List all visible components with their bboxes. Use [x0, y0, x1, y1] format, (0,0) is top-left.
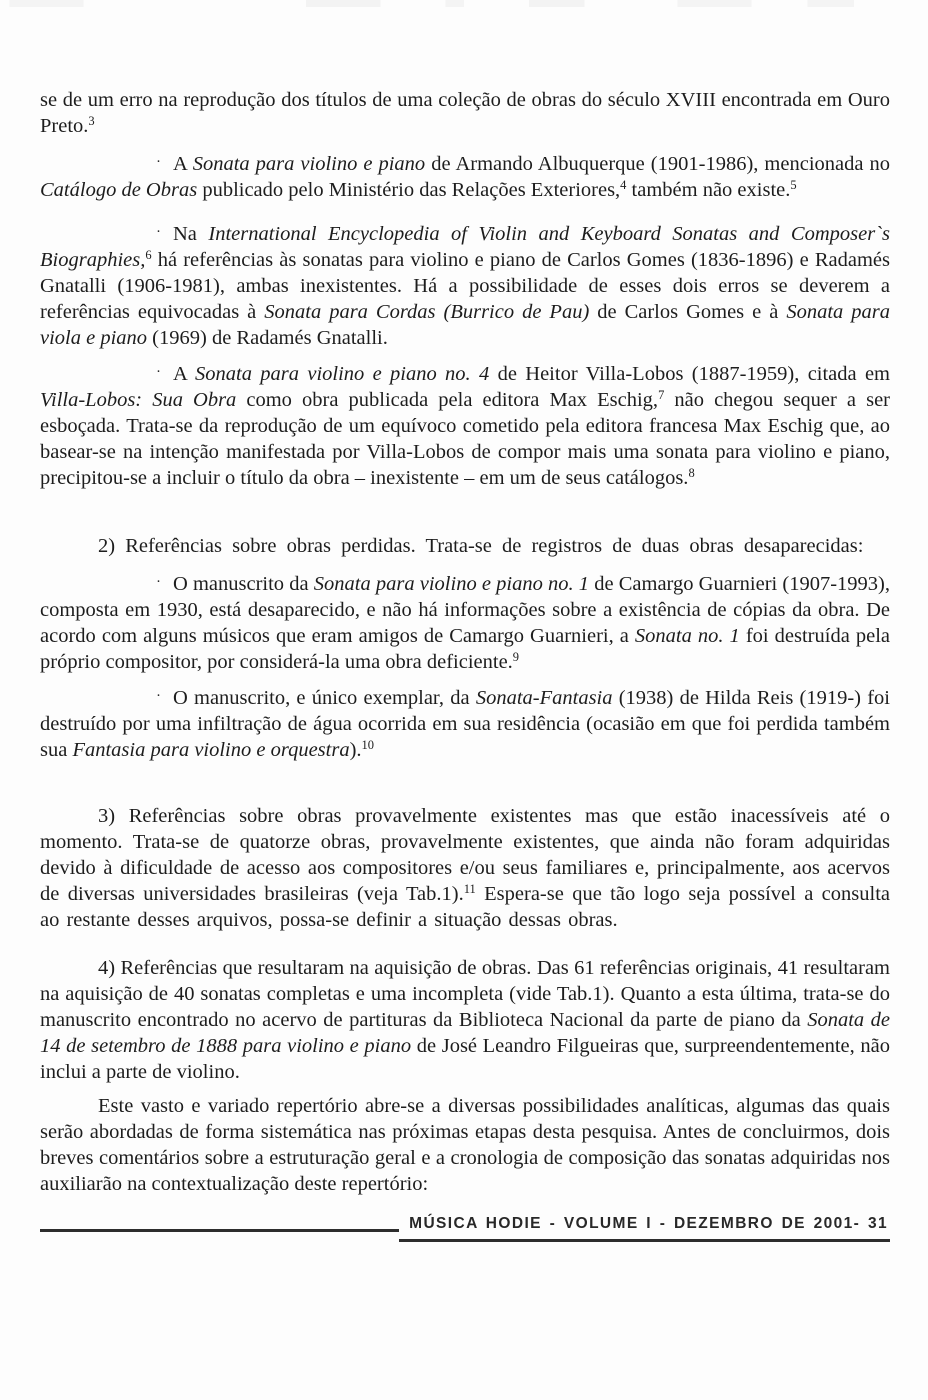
- text-run: O manuscrito da: [173, 573, 314, 595]
- text-run: Este vasto e variado repertório abre-se a diversas possibilidades analíticas, algumas das quais serão abordadas de forma sistemática nas próximas etapas desta pesquisa. Antes de concluirmos, dois breves comentários sobre a estruturação geral e a cronologia de composição das sonatas adquiridas nos auxiliarão na contextualização deste repertório:: [40, 1095, 890, 1195]
- work-title: Catálogo de Obras: [40, 179, 198, 201]
- text-run: de Carlos Gomes e à: [589, 301, 787, 323]
- work-title: Villa-Lobos: Sua Obra: [40, 389, 237, 411]
- text-run: há referências às sonatas para violino e piano de Carlos Gomes (1836-1896) e Radamés Gnatalli (1906-1981), ambas inexistentes. Há a possibilidade de esses dois erros se deverem a referências equivocadas à: [40, 249, 890, 323]
- text-run: se de um erro na reprodução dos títulos de uma coleção de obras do século XVIII encontrada em Ouro Preto.: [40, 89, 890, 137]
- text-run: de Camargo Guarnieri (1907-1993), composta em 1930, está desaparecido, e não há informações sobre a existência de cópias da obra. De acordo com alguns músicos que eram amigos de Camargo Guarnieri, a: [40, 573, 890, 647]
- scan-edge-artifact: [0, 0, 928, 7]
- text-run: de José Leandro Filgueiras que, surpreendentemente, não inclui a parte de violino.: [40, 1035, 890, 1083]
- text-run: 3) Referências sobre obras provavelmente existentes mas que estão inacessíveis até o momento. Trata-se de quatorze obras, provavelmente existentes, que ainda não foram adquiridas devido à dificuldade de acesso aos compositores e/ou seus familiares e, principalmente, aos acervos de diversas universidades brasileiras (veja Tab.1).: [40, 805, 890, 905]
- text-run: 4) Referências que resultaram na aquisição de obras. Das 61 referências originais, 41 resultaram na aquisição de 40 sonatas completas e uma incompleta (vide Tab.1). Quanto a esta última, trata-se do manuscrito encontrado no acervo de partituras da Biblioteca Nacional da parte de piano da: [40, 957, 890, 1031]
- paragraph: [40, 1093, 890, 1197]
- paragraph-bullet: ·: [156, 224, 161, 240]
- text-run: 2) Referências sobre obras perdidas. Trata-se de registros de duas obras desaparecidas:: [98, 535, 864, 557]
- work-title: Sonata para violino e piano: [192, 153, 426, 175]
- work-title: Sonata para violino e piano no. 1: [313, 573, 590, 595]
- text-run: ).: [349, 739, 362, 761]
- journal-footer-text: MÚSICA HODIE - VOLUME I - DEZEMBRO DE 2001- 31: [399, 1215, 890, 1242]
- footnote-marker: 11: [463, 882, 476, 896]
- text-run: de Heitor Villa-Lobos (1887-1959), citada em: [489, 363, 890, 385]
- text-run: (1938) de Hilda Reis (1919-) foi destruído por uma infiltração de água ocorrida em sua residência (ocasião em que foi perdida também sua: [40, 687, 890, 761]
- paragraph: [40, 803, 890, 933]
- paragraph-bullet: ·: [156, 688, 161, 704]
- paragraph: [40, 87, 890, 139]
- work-title: Sonata no. 1: [634, 625, 740, 647]
- paragraph: [40, 359, 890, 491]
- footnote-marker: 3: [88, 114, 95, 128]
- text-run: não chegou sequer a ser esboçada. Trata-se da reprodução de um equívoco cometido pela editora francesa Max Eschig que, ao basear-se na intenção manifestada por Villa-Lobos de compor mais uma sonata para violino e piano, precipitou-se a incluir o título da obra – inexistente – em um de seus catálogos.: [40, 389, 890, 489]
- footnote-marker: 6: [145, 248, 152, 262]
- work-title: Sonata para violino e piano no. 4: [195, 363, 490, 385]
- work-title: Sonata-Fantasia: [475, 687, 613, 709]
- text-run: de Armando Albuquerque (1901-1986), mencionada no: [425, 153, 890, 175]
- text-run: O manuscrito, e único exemplar, da: [173, 687, 476, 709]
- paragraph-bullet: ·: [156, 574, 161, 590]
- paragraph: [40, 569, 890, 675]
- text-run: como obra publicada pela editora Max Eschig,: [236, 389, 659, 411]
- paragraph: [40, 955, 890, 1085]
- paragraph-bullet: ·: [156, 364, 161, 380]
- paragraph-bullet: ·: [156, 154, 161, 170]
- footer-rule: [40, 1229, 399, 1232]
- text-run: também não existe.: [626, 179, 791, 201]
- paragraph: [40, 219, 890, 351]
- footnote-marker: 9: [512, 650, 520, 664]
- text-run: A: [173, 363, 196, 385]
- text-run: (1969) de Radamés Gnatalli.: [147, 327, 388, 349]
- text-run: foi destruída pela próprio compositor, por considerá-la uma obra deficiente.: [40, 625, 890, 673]
- text-run: A: [173, 153, 193, 175]
- footnote-marker: 8: [688, 466, 695, 480]
- work-title: Sonata para Cordas (Burrico de Pau): [264, 301, 590, 323]
- footnote-marker: 5: [790, 178, 797, 192]
- paragraph: [40, 533, 890, 559]
- page-body: [0, 7, 928, 1197]
- paragraph: [40, 683, 890, 763]
- text-run: Espera-se que tão logo seja possível a consulta ao restante desses arquivos, possa-se definir a situação dessas obras.: [40, 883, 890, 931]
- footnote-marker: 10: [361, 738, 375, 752]
- work-title: Sonata de 14 de setembro de 1888 para violino e piano: [40, 1009, 890, 1057]
- text-run: Na: [173, 223, 209, 245]
- page-footer: [40, 1215, 890, 1242]
- text-run: publicado pelo Ministério das Relações Exteriores,: [197, 179, 621, 201]
- footnote-marker: 7: [658, 388, 665, 402]
- work-title: Sonata para viola e piano: [40, 301, 890, 349]
- footnote-marker: 4: [620, 178, 627, 192]
- work-title: Fantasia para violino e orquestra: [72, 739, 350, 761]
- paragraph: [40, 149, 890, 203]
- work-title: International Encyclopedia of Violin and Keyboard Sonatas and Composer`s Biographies,: [40, 223, 890, 271]
